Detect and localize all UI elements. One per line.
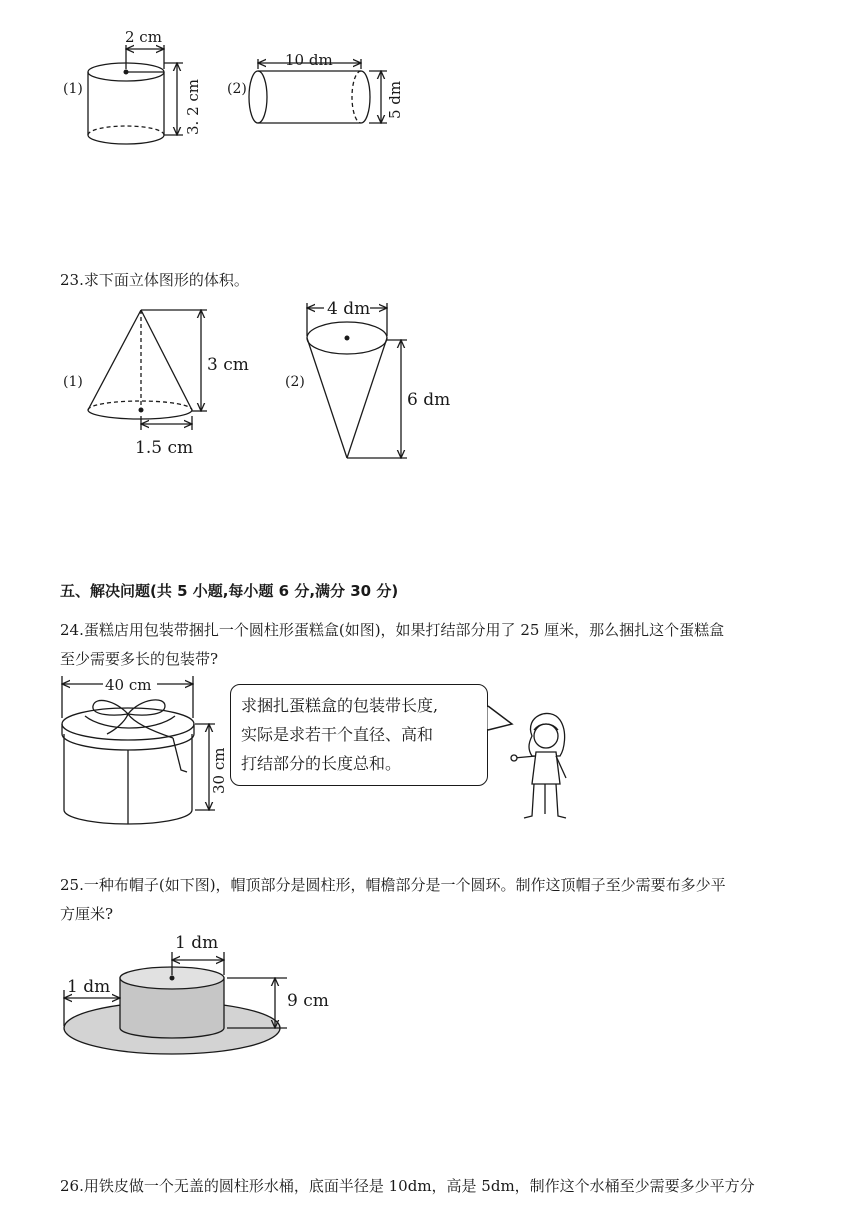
question-23-figures <box>55 298 475 463</box>
cake-box-drawing <box>62 676 215 824</box>
hat-brim-dim: 1 dm <box>67 977 111 997</box>
cake-height-dim: 30 cm <box>210 747 228 794</box>
question-25-line-2: 方厘米? <box>60 905 114 923</box>
cylinder-1-center-dot <box>124 70 129 75</box>
hat-center-dot <box>170 976 175 981</box>
cone-2-center-dot <box>345 336 350 341</box>
cylinder-2-top-dim: 10 dm <box>285 51 333 69</box>
hint-line-1: 求捆扎蛋糕盒的包装带长度, <box>241 696 439 715</box>
question-23-text: 23.求下面立体图形的体积。 <box>60 271 249 289</box>
hat-height-dim: 9 cm <box>287 991 329 1011</box>
hat-top-radius-dim: 1 dm <box>175 933 219 953</box>
cake-width-dim: 40 cm <box>105 676 152 694</box>
cylinder-1-drawing <box>88 45 183 144</box>
cylinder-1-side-dim: 3. 2 cm <box>184 78 202 135</box>
hint-speech-bubble <box>230 684 488 786</box>
question-24-text <box>60 616 840 674</box>
top-figure-2-label: (2) <box>227 81 247 97</box>
q23-figure-2-label: (2) <box>285 374 305 390</box>
hint-line-2: 实际是求若干个直径、高和 <box>241 725 434 744</box>
cone-2-height-dim: 6 dm <box>407 390 451 410</box>
section-5-title: 五、解决问题(共 5 小题,每小题 6 分,满分 30 分) <box>60 582 399 600</box>
cone-1-drawing <box>88 310 207 430</box>
question-26-text: 26.用铁皮做一个无盖的圆柱形水桶，底面半径是 10dm，高是 5dm，制作这个水桶至少需要多少平方分 <box>60 1177 755 1195</box>
cone-2-drawing <box>307 303 407 458</box>
question-25-hat-figure <box>55 928 355 1063</box>
question-25-text <box>60 871 840 929</box>
cone-1-radius-dim: 1.5 cm <box>135 438 194 458</box>
question-25-line-1: 25.一种布帽子(如下图)，帽顶部分是圆柱形，帽檐部分是一个圆环。制作这顶帽子至少需要布多少平 <box>60 876 726 894</box>
cylinder-1-top-dim: 2 cm <box>125 28 162 46</box>
cone-1-center-dot <box>139 408 144 413</box>
question-24-cake-box-figure <box>55 672 235 832</box>
top-figure-1-label: (1) <box>63 81 83 97</box>
cone-1-height-dim: 3 cm <box>207 355 249 375</box>
cylinder-2-side-dim: 5 dm <box>386 80 404 119</box>
hint-line-3: 打结部分的长度总和。 <box>241 754 402 773</box>
question-24-line-2: 至少需要多长的包装带? <box>60 650 219 668</box>
cone-2-top-dim: 4 dm <box>327 299 371 319</box>
question-24-line-1: 24.蛋糕店用包装带捆扎一个圆柱形蛋糕盒(如图)，如果打结部分用了 25 厘米，那么捆扎这个蛋糕盒 <box>60 621 725 639</box>
girl-pointing-icon <box>510 706 580 824</box>
q23-figure-1-label: (1) <box>63 374 83 390</box>
top-cylinder-figures <box>55 25 435 155</box>
